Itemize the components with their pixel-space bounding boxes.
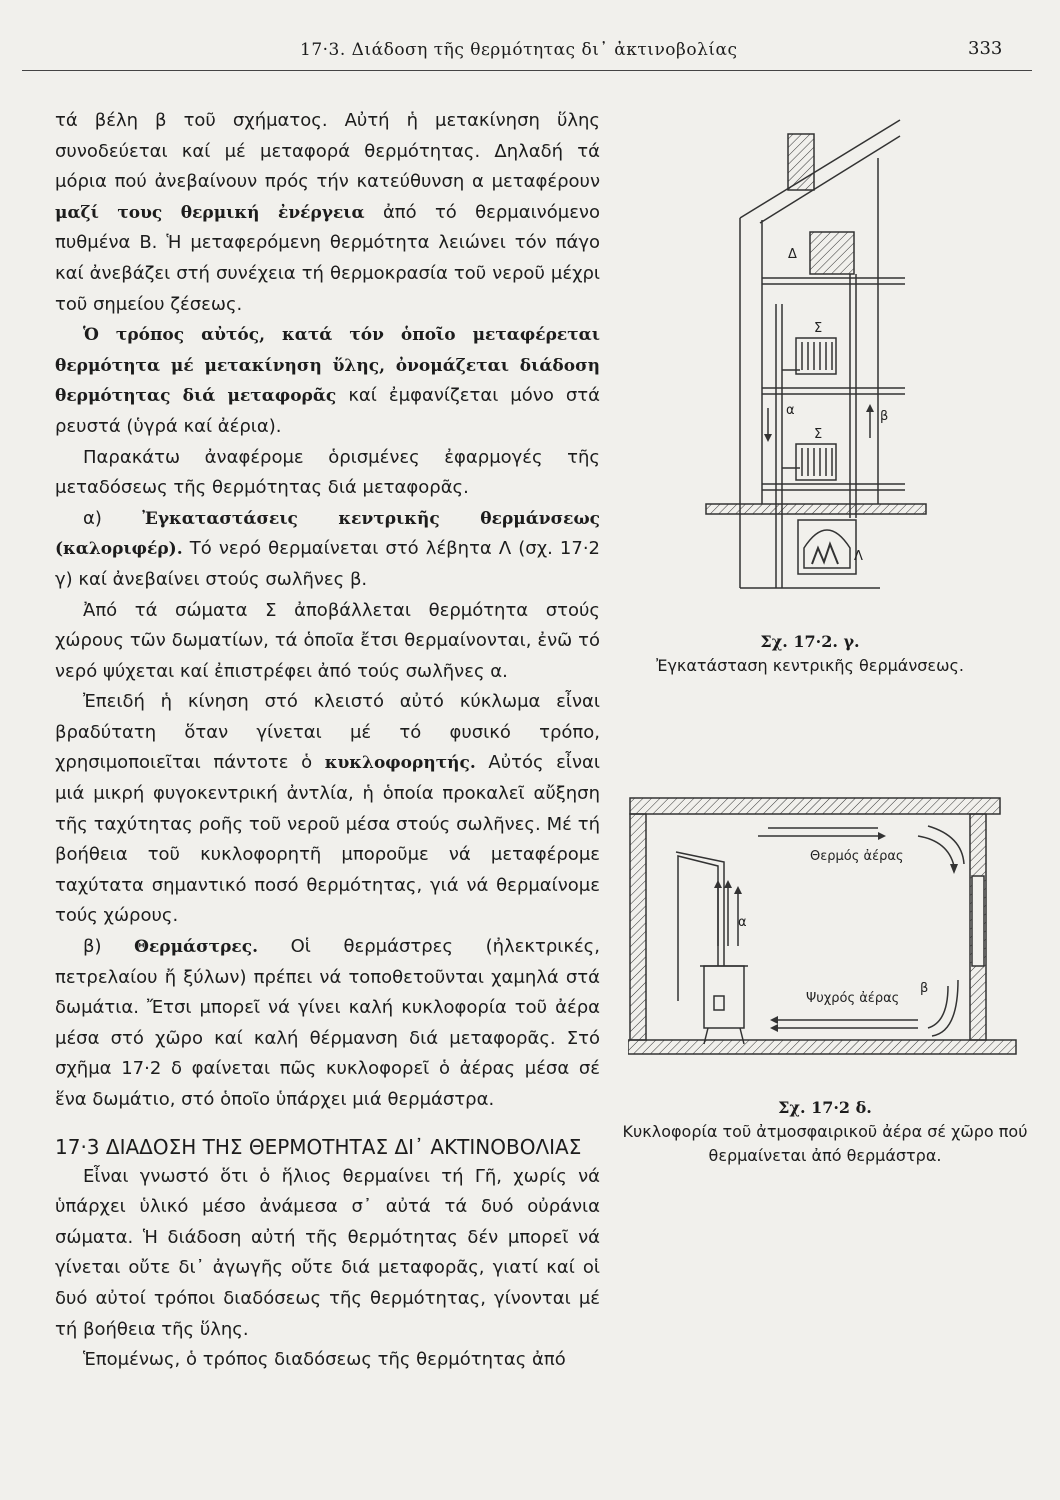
label-tank: Δ (788, 247, 797, 262)
paragraph-8: Εἶναι γνωστό ὅτι ὁ ἥλιος θερμαίνει τή Γῆ, χωρίς νά ὑπάρχει ὑλικό μέσο ἀνάμεσα σ᾽ αὐτά τά δυό οὐράνια σώματα. Ἡ διάδοση αὐτή τῆς θερμότητας δέν μπορεῖ νά γίνεται οὔτε δι᾽ ἀγωγῆς οὔτε διά μεταφορᾶς, γιατί καί οἱ δυό αὐτοί τρόποι διαδόσεως τῆς θερμότητας, γίνονται μέ τή βοήθεια τῆς ὕλης. (55, 1165, 600, 1340)
paragraph-1: τά βέλη β τοῦ σχήματος. Αὐτή ἡ μετακίνηση ὕλης συνοδεύεται καί μέ μεταφορά θερμότητας. Δηλαδή τά μόρια πού ἀνεβαίνουν πρός τήν κατεύθυνση α μεταφέρουν μαζί τους θερμική ἐνέργεια ἀπό τό θερμαινόμενο πυθμένα Β. Ἡ μεταφερόμενη θερμότητα λειώνει τόν πάγο καί ἀνεβάζει στή συνέχεια τή θερμοκρασία τοῦ νεροῦ μέχρι τοῦ σημείου ζέσεως. (55, 110, 600, 315)
page-number: 333 (968, 38, 1003, 59)
label-radiator-upper: Σ (814, 321, 823, 336)
stove (676, 852, 748, 1044)
paragraph-definition: Ὁ τρόπος αὐτός, κατά τόν ὁποῖο μεταφέρεται θερμότητα μέ μετακίνηση ὕλης, ὀνομάζεται διάδοση θερμότητας διά μεταφορᾶς καί ἐμφανίζεται μόνο στά ρευστά (ὑγρά καί ἀέρια). (55, 325, 600, 437)
section-heading: 17·3 ΔΙΑΔΟΣΗ ΤΗΣ ΘΕΡΜΟΤΗΤΑΣ ΔΙ᾽ ΑΚΤΙΝΟΒΟΛΙΑΣ (55, 1134, 582, 1159)
bold-term: κυκλοφορητής. (324, 753, 476, 774)
running-header (0, 34, 1060, 74)
label-b: β (880, 409, 889, 424)
figure-1-number: Σχ. 17·2. γ. (760, 632, 860, 651)
radiator-lower (796, 444, 836, 480)
figure-2-text: Κυκλοφορία τοῦ ἀτμοσφαιρικοῦ ἀέρα σέ χῶρο πού θερμαίνεται ἀπό θερμάστρα. (622, 1122, 1028, 1165)
paragraph-central-heating: α) Ἐγκαταστάσεις κεντρικῆς θερμάνσεως (καλοριφέρ). Τό νερό θερμαίνεται στό λέβητα Λ (σχ. 17·2 γ) καί ἀνεβαίνει στούς σωλῆνες β. (55, 507, 600, 590)
label-a: α (786, 403, 795, 418)
subsection-heading: Θερμάστρες. (134, 937, 258, 958)
figure-1-text: Ἐγκατάσταση κεντρικῆς θερμάνσεως. (656, 656, 964, 675)
paragraph-5: Ἀπό τά σώματα Σ ἀποβάλλεται θερμότητα στούς χώρους τῶν δωματίων, τά ὁποῖα ἔτσι θερμαίνονται, ἐνῶ τό νερό ψύχεται καί ἐπιστρέφει ἀπό τούς σωλῆνες α. (55, 599, 600, 682)
definition-bold: Ὁ τρόπος αὐτός, κατά τόν ὁποῖο μεταφέρεται θερμότητα μέ μετακίνηση ὕλης, ὀνομάζεται διάδοση θερμότητας διά μεταφορᾶς (55, 325, 600, 407)
main-text-column (55, 106, 600, 1376)
label-cold-air: Ψυχρός ἀέρας (806, 991, 900, 1006)
radiator-upper (796, 338, 836, 374)
bold-phrase: μαζί τους θερμική ἐνέργεια (55, 202, 365, 223)
paragraph-3: Παρακάτω ἀναφέρομε ὁρισμένες ἐφαρμογές τῆς μεταδόσεως τῆς θερμότητας διά μεταφορᾶς. (55, 446, 600, 499)
figure-1-caption (640, 630, 980, 678)
label-boiler: Λ (854, 549, 863, 564)
figure-2-number: Σχ. 17·2 δ. (778, 1098, 872, 1117)
subsection-heading: Ἐγκαταστάσεις κεντρικῆς θερμάνσεως (καλοριφέρ). (55, 508, 600, 560)
label-b: β (920, 981, 929, 996)
running-title: 17·3. Διάδοση τῆς θερμότητας δι᾽ ἀκτινοβολίας (300, 40, 738, 60)
paragraph-stoves: β) Θερμάστρες. Οἱ θερμάστρες (ἠλεκτρικές, πετρελαίου ἤ ξύλων) πρέπει νά τοποθετοῦνται χαμηλά στά δωμάτια. Ἔτσι μπορεῖ νά γίνει καλή κυκλοφορία τοῦ ἀέρα μέσα στό χῶρο καί καλή θέρμανση διά μεταφορᾶς. Στό σχῆμα 17·2 δ φαίνεται πῶς κυκλοφορεῖ ὁ ἀέρας μέσα σέ ἕνα δωμάτιο, στό ὁποῖο ὑπάρχει μιά θερμάστρα. (55, 936, 600, 1110)
stove-airflow-diagram (628, 796, 1018, 1066)
boiler (798, 520, 856, 574)
paragraph-9: Ἑπομένως, ὁ τρόπος διαδόσεως τῆς θερμότητας ἀπό (83, 1349, 566, 1371)
paragraph-6: Ἐπειδή ἡ κίνηση στό κλειστό αὐτό κύκλωμα εἶναι βραδύτατη ὅταν γίνεται μέ τό φυσικό τρόπο, χρησιμοποιεῖται πάντοτε ὁ κυκλοφορητής. Αὐτός εἶναι μιά μικρή φυγοκεντρική ἀντλία, ἡ ὁποία προκαλεῖ αὔξηση τῆς ταχύτητας ροῆς τοῦ νεροῦ μέσα στούς σωλῆνες. Μέ τή βοήθεια τοῦ κυκλοφορητῆ μποροῦμε νά μεταφέρομε ταχύτατα σημαντικό ποσό θερμότητας, γιά νά θερμαίνομε τούς χώρους. (55, 691, 600, 927)
figure-2-caption (620, 1096, 1030, 1168)
label-hot-air: Θερμός ἀέρας (810, 849, 904, 864)
label-a: α (738, 915, 747, 930)
label-radiator-lower: Σ (814, 427, 823, 442)
central-heating-diagram (700, 108, 930, 608)
header-rule (22, 70, 1032, 71)
